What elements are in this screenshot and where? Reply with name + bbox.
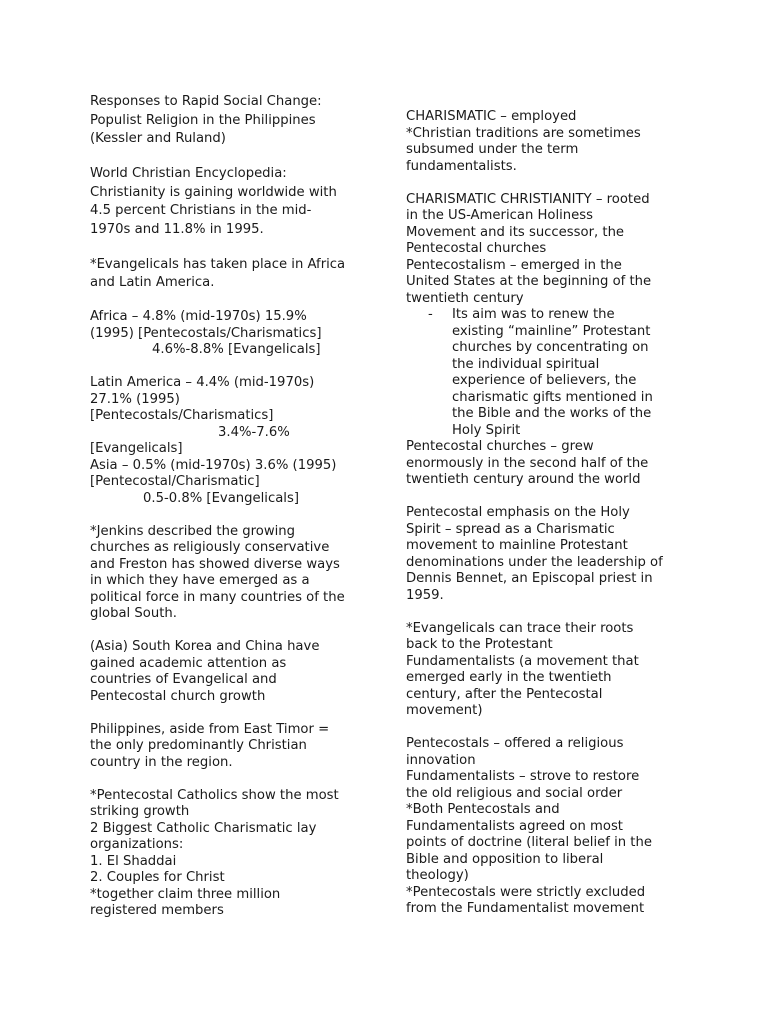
charismatic-paragraph [406,109,681,175]
text-line: 2 Biggest Catholic Charismatic lay [90,820,317,836]
text-line: twentieth century around the world [406,472,641,487]
text-line: Its aim was to renew the [452,307,615,322]
text-line: Bible and opposition to liberal [406,851,604,867]
document-title [90,93,365,149]
text-line: from the Fundamentalist movement [406,901,645,916]
text-line: political force in many countries of the [90,589,345,605]
aim-bullet-list [406,307,681,439]
text-line: innovation [406,752,476,768]
text-line: [Pentecostal/Charismatic] [90,474,260,489]
text-line: 3.4%-7.6% [218,424,290,440]
text-line: the old religious and social order [406,785,623,801]
text-line: the individual spiritual [452,356,600,372]
text-line: [Pentecostals/Charismatics] [90,408,274,423]
text-line: churches as religiously conservative [90,540,330,555]
text-line: Fundamentalists – strove to restore [406,769,640,784]
text-line: 27.1% (1995) [90,391,180,407]
text-line: 0.5-0.8% [Evangelicals] [143,490,299,506]
text-line: *Both Pentecostals and [406,802,560,817]
text-line: Fundamentalists (a movement that [406,653,639,669]
text-line: 4.5 percent Christians in the mid- [90,203,312,218]
text-line: Pentecostal church growth [90,688,266,704]
text-line: Pentecostal churches – grew [406,439,594,454]
philippines-paragraph [90,722,365,772]
africa-statistics [90,309,365,359]
text-line: global South. [90,606,177,621]
pentecostal-churches-paragraph [406,439,681,489]
text-line: emerged early in the twentieth [406,670,612,685]
text-line: points of doctrine (literal belief in the [406,835,652,850]
text-line: Pentecostal churches [406,241,547,256]
text-line: charismatic gifts mentioned in [452,389,653,405]
text-line: Responses to Rapid Social Change: [90,94,322,109]
text-line: countries of Evangelical and [90,672,277,687]
text-line: back to the Protestant [406,637,553,652]
text-line: World Christian Encyclopedia: [90,166,287,181]
charismatic-christianity-paragraph [406,192,681,308]
text-line: *Evangelicals can trace their roots [406,620,634,636]
encyclopedia-paragraph [90,165,365,239]
text-line: twentieth century [406,290,524,306]
text-line: and Latin America. [90,275,215,290]
text-line: Holy Spirit [452,422,521,438]
text-line: *Christian traditions are sometimes [406,125,641,141]
text-line: Christianity is gaining worldwide with [90,184,337,200]
text-line: *Pentecostal Catholics show the most [90,787,339,803]
text-line: 1. El Shaddai [90,853,177,869]
text-line: (Asia) South Korea and China have [90,639,320,654]
text-line: *Jenkins described the growing [90,523,295,539]
text-line: Spirit – spread as a Charismatic [406,521,615,537]
right-column [406,109,681,918]
text-line: and Freston has showed diverse ways [90,556,340,572]
text-line: theology) [406,868,469,883]
holy-spirit-paragraph [406,505,681,604]
text-line: Pentecostal emphasis on the Holy [406,505,630,520]
text-line: century, after the Pentecostal [406,686,603,702]
catholic-paragraph [90,788,365,920]
dash-bullet-icon: - [428,307,433,322]
text-line: registered members [90,903,224,918]
text-line: 2. Couples for Christ [90,870,225,885]
text-line: (1995) [Pentecostals/Charismatics] [90,325,322,341]
text-line: Pentecostals – offered a religious [406,736,624,751]
text-line: Philippines, aside from East Timor = [90,721,330,737]
text-line: CHARISMATIC CHRISTIANITY – rooted [406,191,650,207]
text-line: [Evangelicals] [90,441,183,456]
text-line: in the US-American Holiness [406,208,594,223]
text-line: *Pentecostals were strictly excluded [406,884,646,900]
comparison-paragraph [406,736,681,918]
text-line: striking growth [90,804,190,819]
text-line: (Kessler and Ruland) [90,131,226,146]
text-line: the Bible and the works of the [452,406,652,421]
left-column [90,93,365,920]
text-line: fundamentalists. [406,158,517,174]
text-line: denominations under the leadership of [406,554,663,570]
text-line: Pentecostalism – emerged in the [406,257,622,273]
text-line: the only predominantly Christian [90,738,307,753]
text-line: *together claim three million [90,886,281,902]
text-line: churches by concentrating on [452,340,649,355]
text-line: movement) [406,703,483,718]
text-line: 1970s and 11.8% in 1995. [90,221,264,237]
text-line: movement to mainline Protestant [406,538,628,553]
text-line: enormously in the second half of the [406,455,649,471]
jenkins-paragraph [90,524,365,623]
text-line: CHARISMATIC – employed [406,109,577,124]
list-item [428,307,681,439]
text-line: Latin America – 4.4% (mid-1970s) [90,375,315,390]
text-line: in which they have emerged as a [90,573,310,588]
text-line: country in the region. [90,754,233,770]
text-line: Fundamentalists agreed on most [406,818,623,834]
evangelicals-paragraph [90,256,365,293]
text-line: United States at the beginning of the [406,274,652,289]
text-line: Asia – 0.5% (mid-1970s) 3.6% (1995) [90,457,337,473]
text-line: Africa – 4.8% (mid-1970s) 15.9% [90,309,307,324]
evangelical-roots-paragraph [406,621,681,720]
latin-asia-statistics [90,375,365,507]
text-line: experience of believers, the [452,373,637,388]
text-line: Movement and its successor, the [406,224,625,240]
text-line: *Evangelicals has taken place in Africa [90,256,346,272]
text-line: Dennis Bennet, an Episcopal priest in [406,571,653,586]
text-line: 1959. [406,587,444,603]
text-line: gained academic attention as [90,655,287,671]
text-line: subsumed under the term [406,142,579,157]
text-line: Populist Religion in the Philippines [90,112,316,128]
text-line: 4.6%-8.8% [Evangelicals] [152,342,321,357]
asia-paragraph [90,639,365,705]
text-line: existing “mainline” Protestant [452,323,651,339]
text-line: organizations: [90,837,184,852]
